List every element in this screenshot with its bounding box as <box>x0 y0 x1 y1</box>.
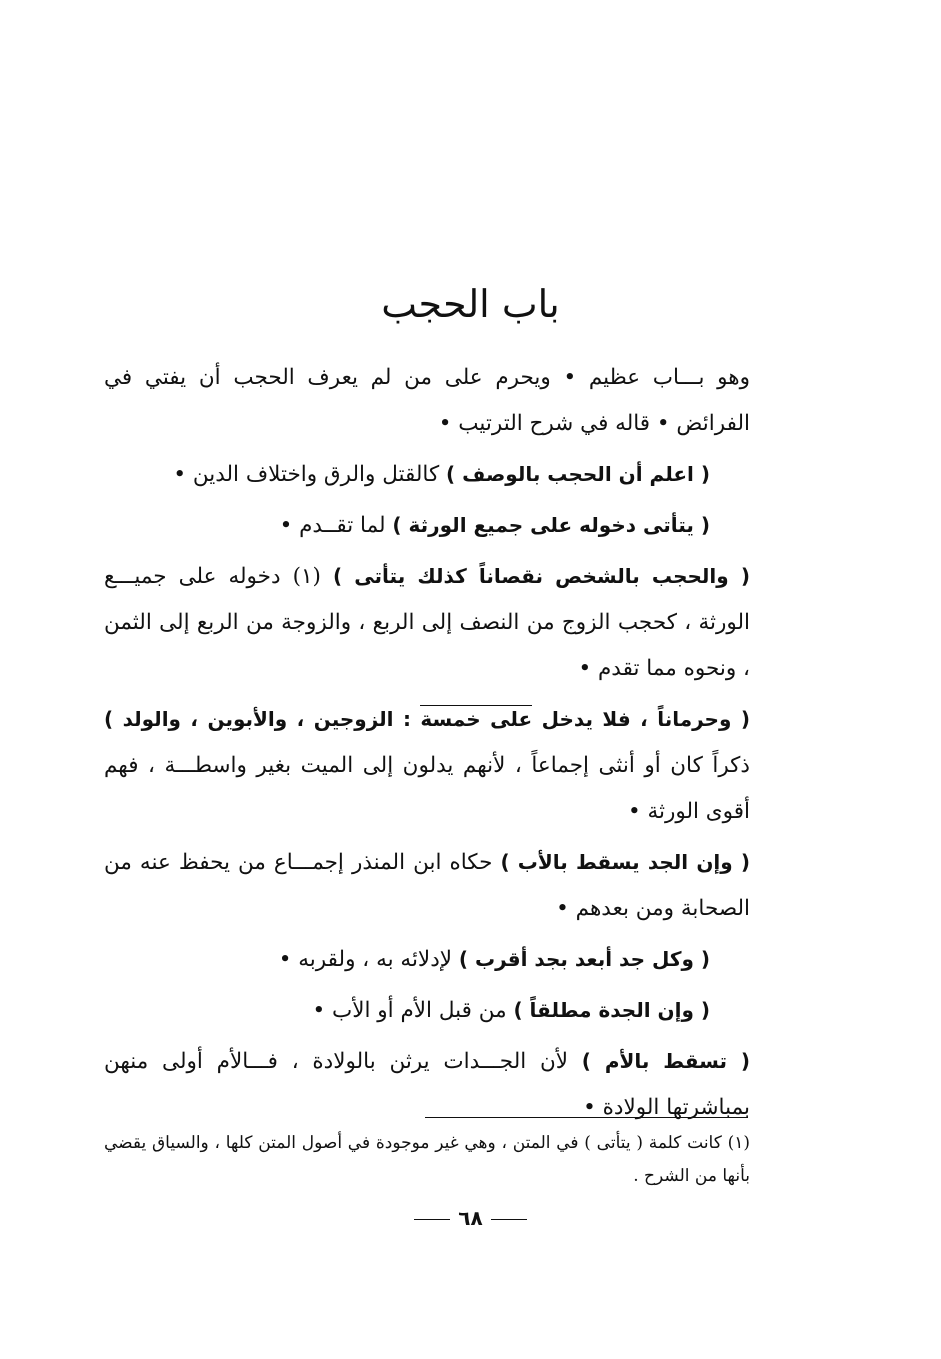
paragraph-jadda <box>104 987 750 1034</box>
matn-text: ( تسقط بالأم ) <box>581 1049 750 1073</box>
page-number-dash <box>491 1219 527 1220</box>
paragraph-jadd-abad <box>104 936 750 983</box>
matn-text: : الزوجين ، والأبوين ، والولد ) <box>104 707 421 731</box>
matn-text: ( اعلم أن الحجب بالوصف ) <box>446 462 710 486</box>
paragraph-intro <box>104 355 750 447</box>
sharh-text: ذكراً كان أو أنثى إجماعاً ، لأنهم يدلون إلى الميت بغير واسطـــة ، فهم أقوى الورثة • <box>104 753 750 824</box>
sharh-text: دخوله على جميـــع الورثة ، كحجب الزوج من النصف إلى الربع ، والزوجة من الربع إلى الثمن ، ونحوه مما تقدم • <box>104 564 750 681</box>
matn-text: ( والحجب بالشخص نقصاناً كذلك يتأتى ) <box>332 564 751 588</box>
matn-text-overlined: على خمسة <box>420 707 533 731</box>
sharh-text: لما تقــدم • <box>279 513 393 538</box>
sharh-text: لأن الجـــدات يرثن بالولادة ، فـــالأم أولى منهن بمباشرتها الولادة • <box>104 1049 750 1120</box>
footnote-separator <box>425 1117 748 1118</box>
page-number-dash <box>414 1219 450 1220</box>
chapter-title: باب الحجب <box>381 282 560 326</box>
footnote: (١) كانت كلمة ( يتأتى ) في المتن ، وهي غير موجودة في أصول المتن كلها ، والسياق يقضي بأنها من الشرح . <box>104 1133 750 1186</box>
footnote-marker: (١) <box>280 564 333 589</box>
paragraph-text: وهو بـــاب عظيم • ويحرم على من لم يعرف الحجب أن يفتي في الفرائض • قاله في شرح الترتيب • <box>104 365 750 436</box>
paragraph-hajb-shakhs <box>104 553 750 692</box>
page-number-text: ٦٨ <box>458 1206 483 1230</box>
paragraph-jamee-waratha <box>104 502 750 549</box>
matn-text: ( وكل جد أبعد بجد أقرب ) <box>458 947 710 971</box>
sharh-text: من قبل الأم أو الأب • <box>312 998 514 1023</box>
sharh-text: لإدلائه به ، ولقربه • <box>278 947 459 972</box>
matn-text: ( وحرماناً ، فلا يدخل <box>532 707 750 731</box>
sharh-text: كالقتل والرق واختلاف الدين • <box>173 462 447 487</box>
paragraph-hirman <box>104 696 750 835</box>
paragraph-hajb-wasf <box>104 451 750 498</box>
matn-text: ( وإن الجد يسقط بالأب ) <box>500 850 750 874</box>
matn-text: ( وإن الجدة مطلقاً ) <box>513 998 710 1022</box>
page-number <box>0 1206 941 1230</box>
matn-text: ( يتأتى دخوله على جميع الورثة ) <box>392 513 710 537</box>
sharh-text: حكاه ابن المنذر إجمـــاع من يحفظ عنه من الصحابة ومن بعدهم • <box>104 850 750 921</box>
paragraph-jadd-ab <box>104 839 750 932</box>
main-text <box>104 355 750 1135</box>
